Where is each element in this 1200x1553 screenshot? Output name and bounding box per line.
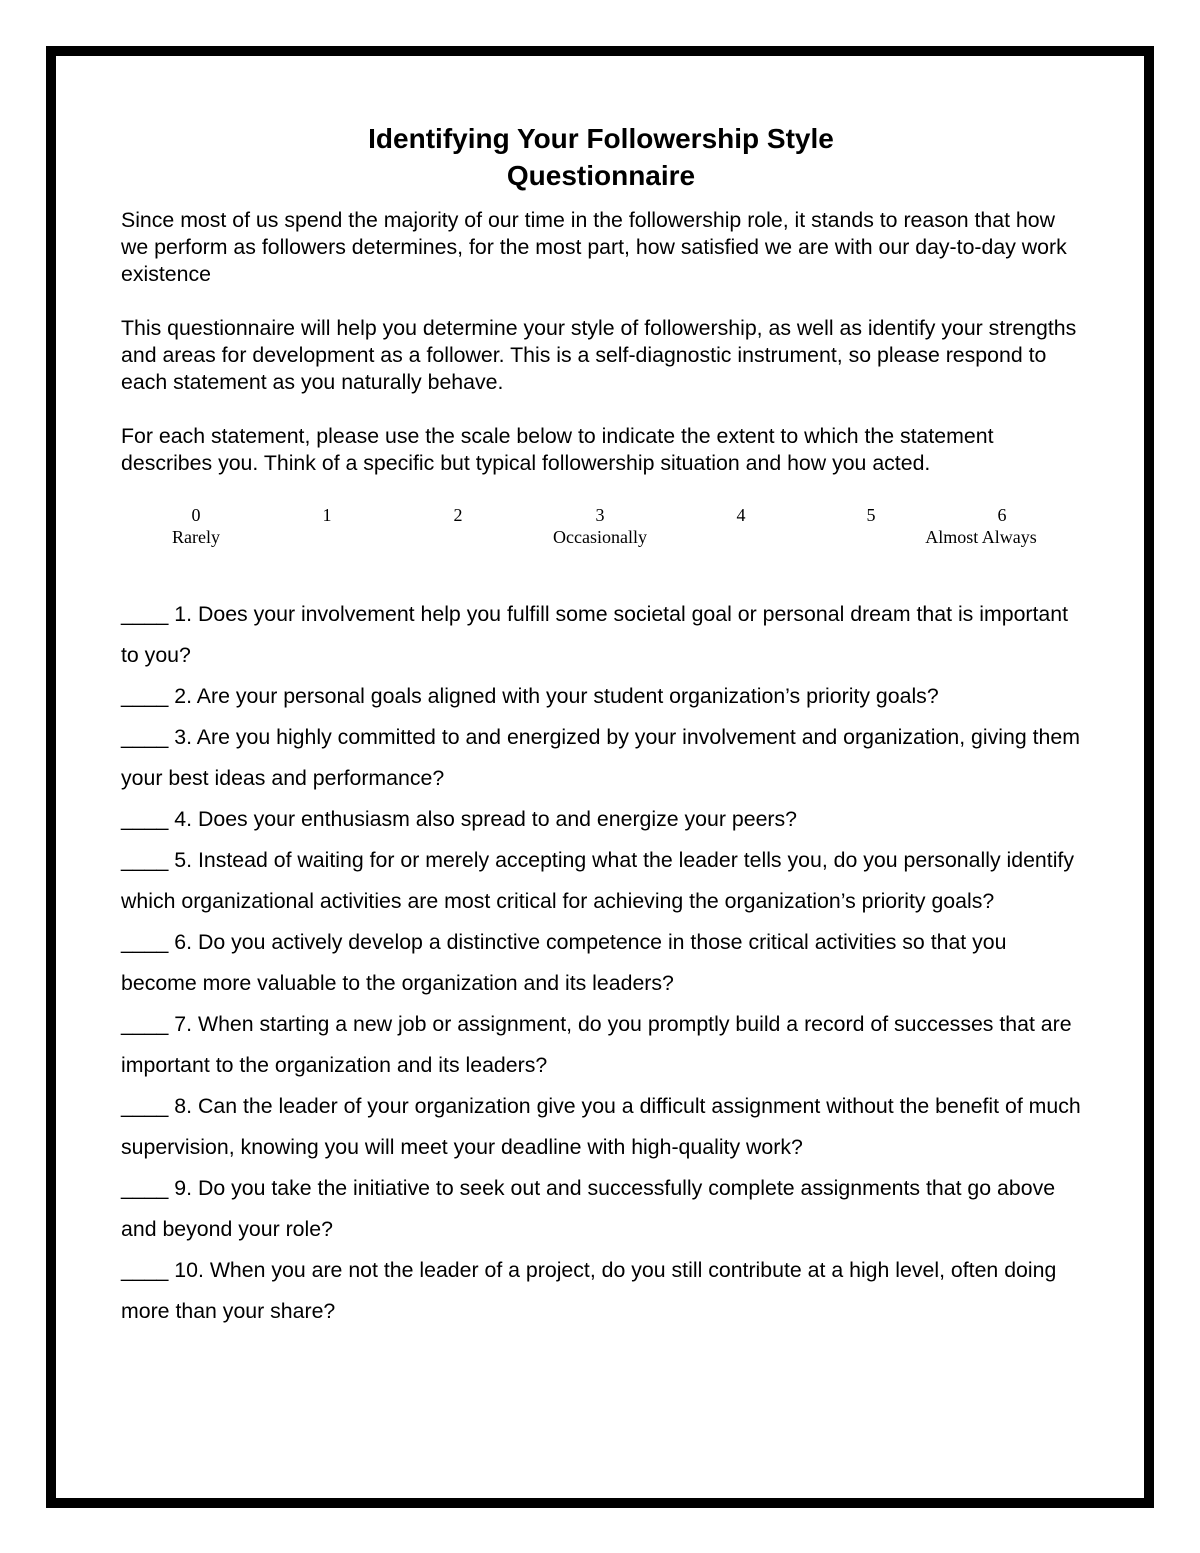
intro-paragraph-3: For each statement, please use the scale below to indicate the extent to which the statement describes you. Think of a specific but typical followership situation and how you acted. [121, 424, 994, 475]
page-title [121, 120, 1081, 194]
scale-label-occasionally: Occasionally [553, 527, 647, 547]
scale-label-rarely: Rarely [172, 527, 220, 547]
question-2: ____ 2. Are your personal goals aligned with your student organization’s priority goals? [121, 684, 939, 708]
scale-value-4: 4 [736, 505, 746, 525]
scale-value-1: 1 [322, 505, 332, 525]
question-list [121, 594, 1081, 1332]
question-5: ____ 5. Instead of waiting for or merely accepting what the leader tells you, do you personally identify which organizational activities are most critical for achieving the organization’s priority goals? [121, 848, 1074, 913]
question-8: ____ 8. Can the leader of your organization give you a difficult assignment without the benefit of much supervision, knowing you will meet your deadline with high-quality work? [121, 1094, 1081, 1159]
question-7: ____ 7. When starting a new job or assignment, do you promptly build a record of successes that are important to the organization and its leaders? [121, 1012, 1072, 1077]
question-3: ____ 3. Are you highly committed to and energized by your involvement and organization, giving them your best ideas and performance? [121, 725, 1080, 790]
title-line-2: Questionnaire [506, 160, 696, 191]
question-9: ____ 9. Do you take the initiative to seek out and successfully complete assignments that go above and beyond your role? [121, 1176, 1056, 1241]
question-6: ____ 6. Do you actively develop a distinctive competence in those critical activities so that you become more valuable to the organization and its leaders? [121, 930, 1007, 995]
intro-paragraph-2: This questionnaire will help you determine your style of followership, as well as identify your strengths and areas for development as a follower. This is a self-diagnostic instrument, so please respond to each statement as you naturally behave. [121, 316, 1077, 394]
scale-value-6: 6 [997, 505, 1007, 525]
scale-label-almost-always: Almost Always [925, 527, 1037, 547]
scale-value-3: 3 [595, 505, 605, 525]
intro-paragraph-1: Since most of us spend the majority of our time in the followership role, it stands to reason that how we perform as followers determines, for the most part, how satisfied we are with our day-to-day work existence [121, 208, 1067, 286]
scale-value-0: 0 [191, 505, 201, 525]
scale-value-5: 5 [866, 505, 876, 525]
question-10: ____ 10. When you are not the leader of a project, do you still contribute at a high level, often doing more than your share? [121, 1258, 1057, 1323]
question-1: ____ 1. Does your involvement help you fulfill some societal goal or personal dream that is important to you? [121, 602, 1069, 667]
document-body [121, 120, 1081, 1332]
rating-scale [121, 504, 1081, 546]
scale-value-2: 2 [453, 505, 463, 525]
question-4: ____ 4. Does your enthusiasm also spread to and energize your peers? [121, 807, 797, 831]
title-line-1: Identifying Your Followership Style [368, 123, 834, 154]
